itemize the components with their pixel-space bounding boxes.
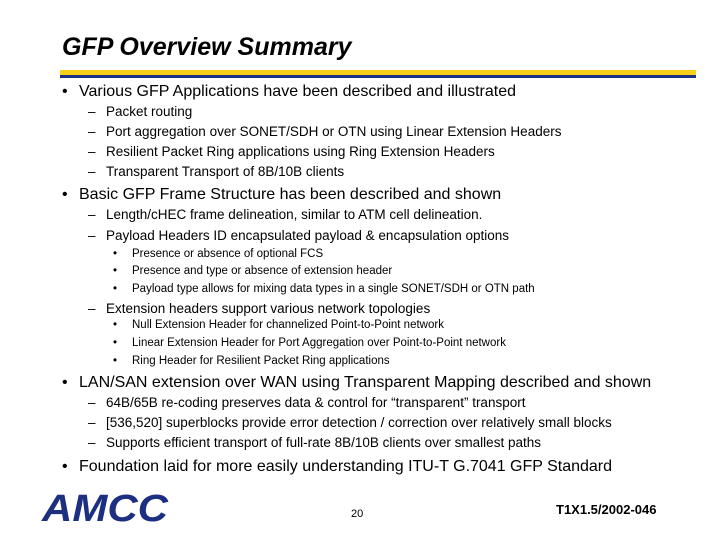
bullet-text: Extension headers support various network topologies [106,301,431,316]
page-number: 20 [351,508,364,520]
bullet-text: Port aggregation over SONET/SDH or OTN using Linear Extension Headers [106,124,562,139]
bullet-text: LAN/SAN extension over WAN using Transparent Mapping described and shown [79,374,652,391]
bullet-text: Foundation laid for more easily understanding ITU-T G.7041 GFP Standard [79,458,613,475]
bullet-text: Supports efficient transport of full-rate 8B/10B clients over smallest paths [106,435,541,450]
bullet-text: Presence or absence of optional FCS [132,248,324,260]
bullet-text: [536,520] superblocks provide error detection / correction over relatively small blocks [106,415,612,430]
bullet-marker: • [113,355,118,367]
bullet-marker: – [88,415,96,430]
bullet-text: Length/cHEC frame delineation, similar to ATM cell delineation. [106,207,483,222]
bullet-marker: • [62,458,68,475]
bullet-marker: – [88,395,96,410]
title-divider-navy-bar [60,75,696,78]
bullet-marker: – [88,435,96,450]
bullet-text: Ring Header for Resilient Packet Ring applications [132,355,390,367]
bullet-marker: – [88,144,96,159]
bullet-marker: • [113,337,118,349]
amcc-logo [40,490,170,524]
bullet-marker: – [88,124,96,139]
amcc-logo-text: AMCC [40,490,169,524]
document-id: T1X1.5/2002-046 [556,502,657,517]
bullet-marker: – [88,228,96,243]
bullet-marker: – [88,164,96,179]
bullet-marker: • [62,186,68,203]
bullet-marker: – [88,301,96,316]
title-divider [60,70,696,80]
bullet-text: Null Extension Header for channelized Point-to-Point network [132,319,444,331]
bullet-text: 64B/65B re-coding preserves data & control for “transparent” transport [106,395,526,410]
bullet-marker: – [88,207,96,222]
bullet-marker: • [113,265,118,277]
bullet-text: Various GFP Applications have been described and illustrated [79,83,517,100]
bullet-text: Resilient Packet Ring applications using Ring Extension Headers [106,144,495,159]
bullet-text: Payload Headers ID encapsulated payload & encapsulation options [106,228,510,243]
bullet-marker: – [88,104,96,119]
slide-title: GFP Overview Summary [62,33,352,61]
bullet-marker: • [113,283,118,295]
bullet-text: Transparent Transport of 8B/10B clients [106,164,345,179]
bullet-text: Payload type allows for mixing data types in a single SONET/SDH or OTN path [132,283,535,295]
bullet-marker: • [62,83,68,100]
bullet-text: Linear Extension Header for Port Aggregation over Point-to-Point network [132,337,506,349]
bullet-marker: • [113,319,118,331]
bullet-text: Presence and type or absence of extension header [132,265,393,277]
bullet-marker: • [62,374,68,391]
bullet-text: Basic GFP Frame Structure has been described and shown [79,186,502,203]
bullet-text: Packet routing [106,104,193,119]
bullet-marker: • [113,248,118,260]
